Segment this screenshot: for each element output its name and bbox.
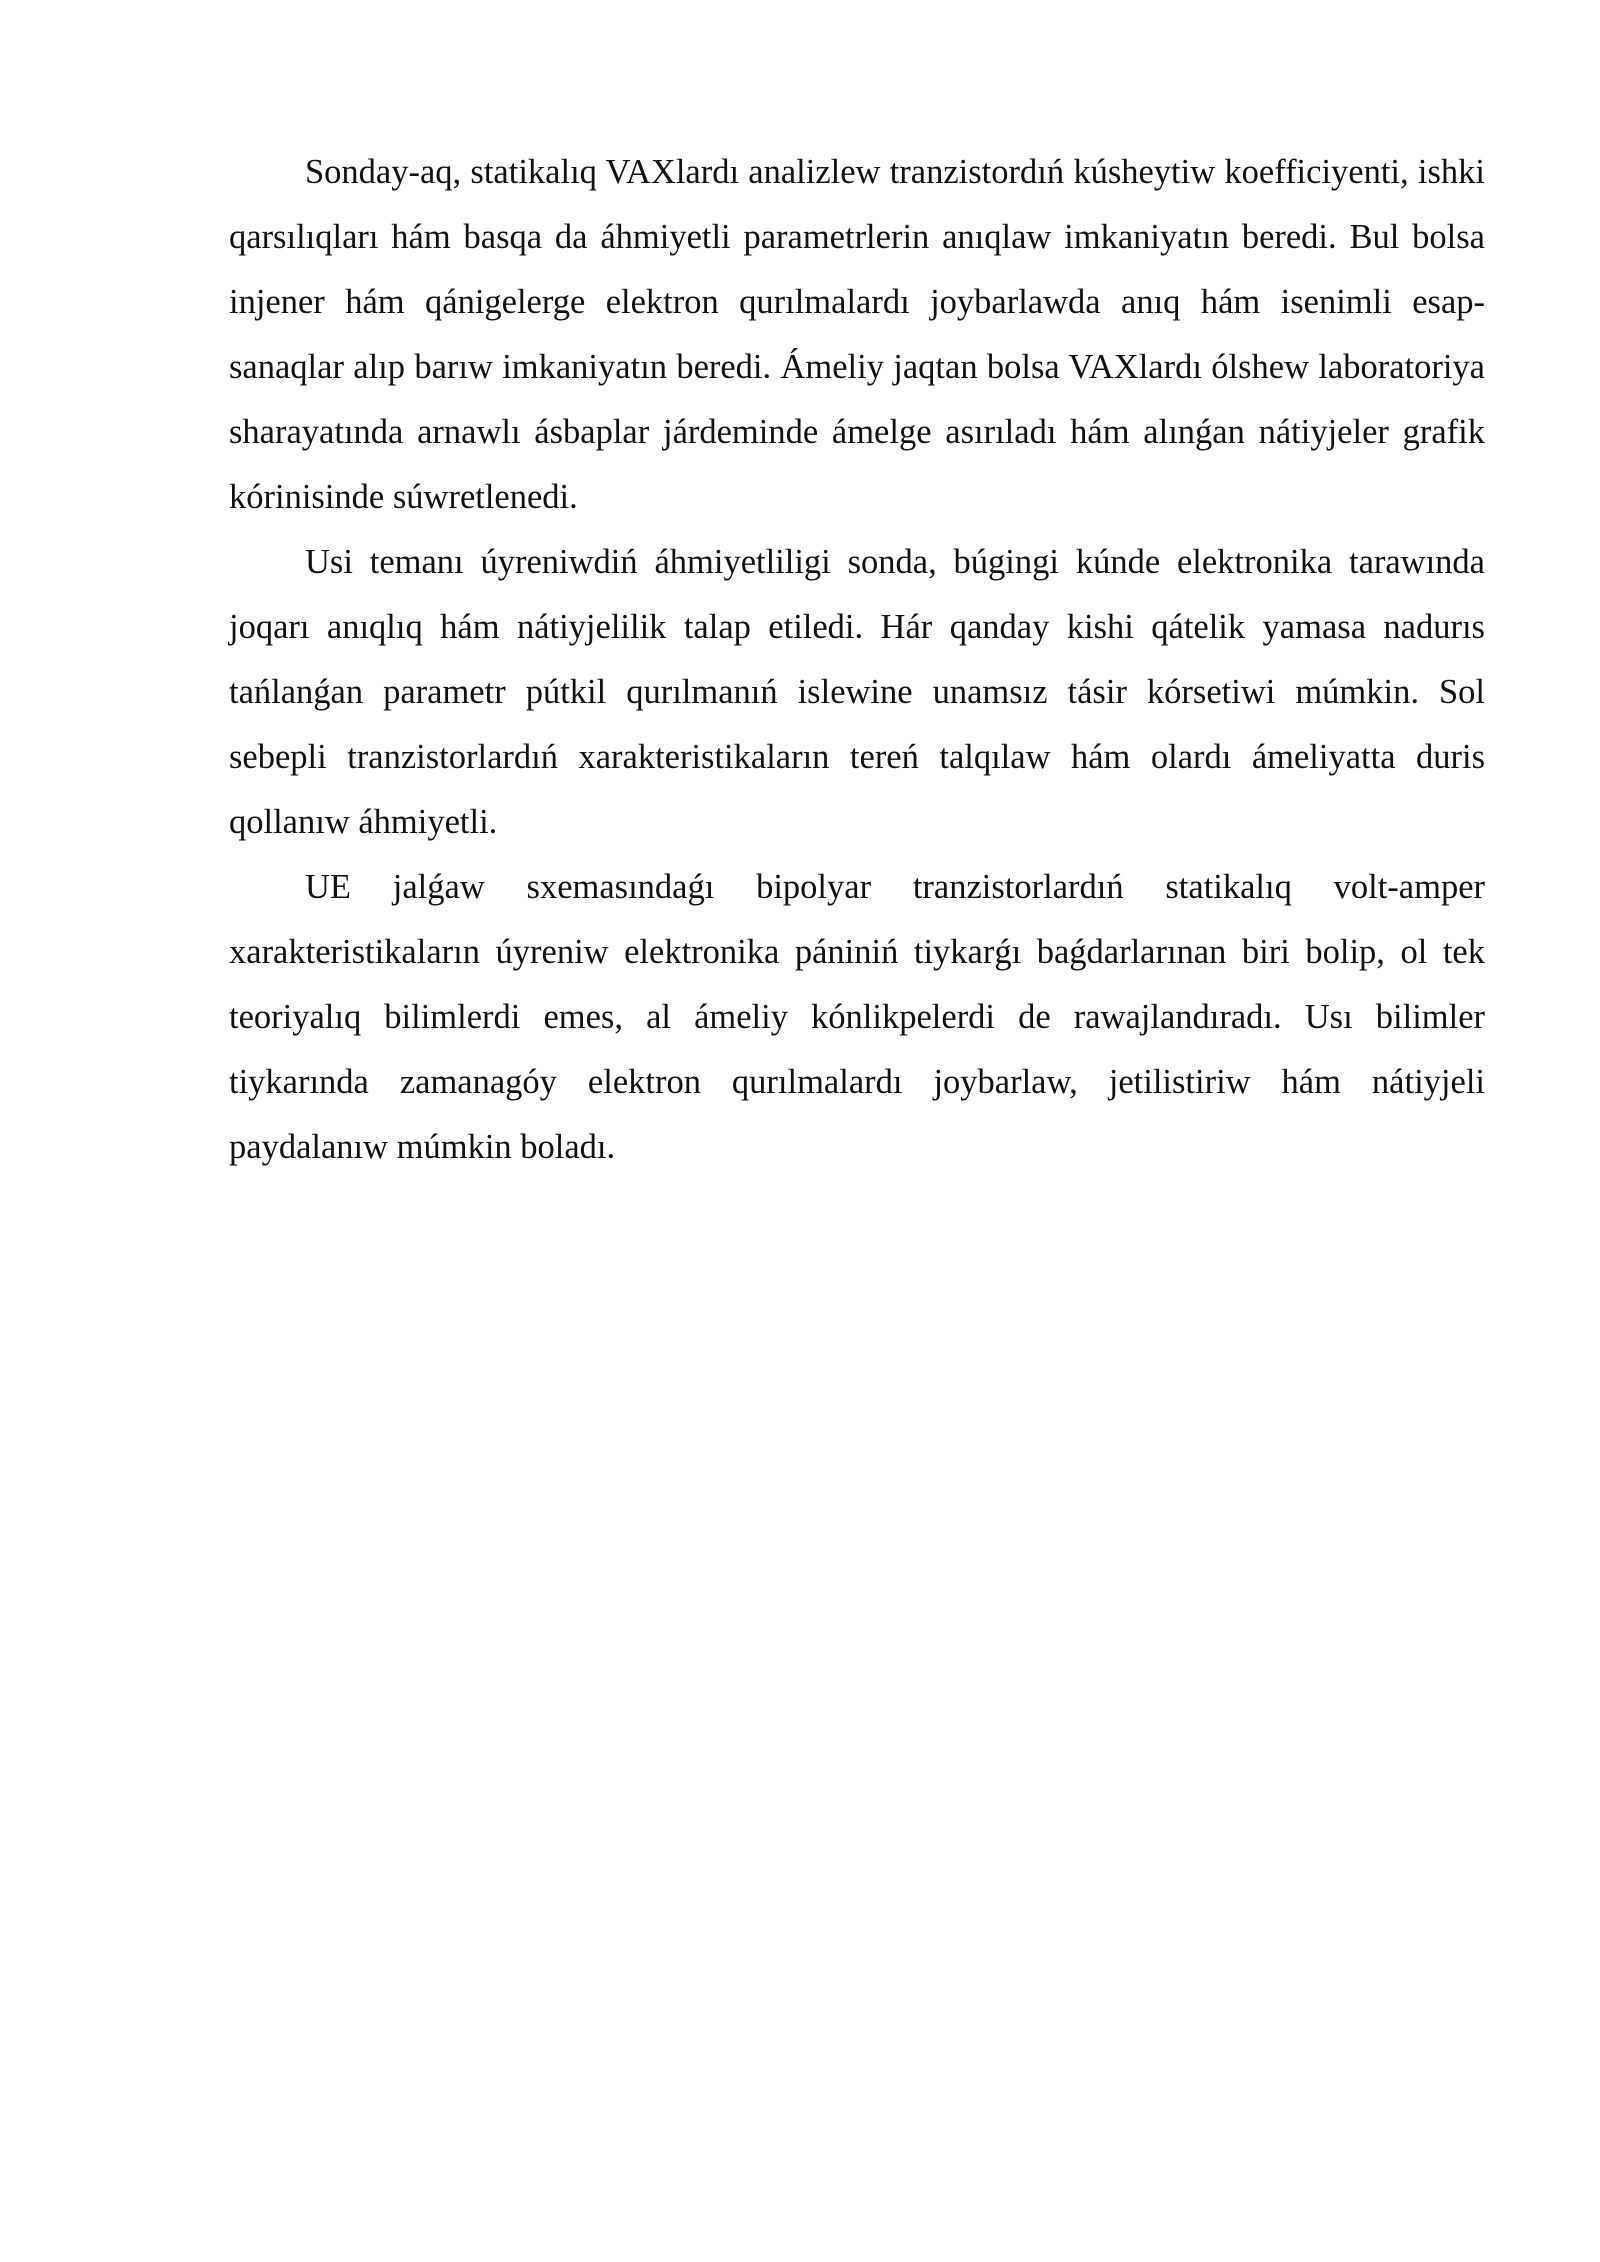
paragraph: UE jalǵaw sxemasındaǵı bipolyar tranzistorlardıń statikalıq volt-amper xarakteristikaların úyreniw elektronika pániniń tiykarǵı baǵdarlarınan biri bolip, ol tek teoriyalıq bilimlerdi emes, al ámeliy kónlikpelerdi de rawajlandıradı. Usı bilimler tiykarında zamanagóy elektron qurılmalardı joybarlaw, jetilistiriw hám nátiyjeli paydalanıw múmkin boladı.: [229, 868, 1485, 1166]
document-body: [229, 140, 1485, 1180]
paragraph: Usi temanı úyreniwdiń áhmiyetliligi sonda, búgingi kúnde elektronika tarawında joqarı anıqlıq hám nátiyjelilik talap etiledi. Hár qanday kishi qátelik yamasa nadurıs tańlanǵan parametr pútkil qurılmanıń islewine unamsız tásir kórsetiwi múmkin. Sol sebepli tranzistorlardıń xarakteristikaların tereń talqılaw hám olardı ámeliyatta duris qollanıw áhmiyetli.: [229, 543, 1485, 841]
paragraph: Sonday-aq, statikalıq VAXlardı analizlew tranzistordıń kúsheytiw koefficiyenti, ishki qarsılıqları hám basqa da áhmiyetli parametrlerin anıqlaw imkaniyatın beredi. Bul bolsa injener hám qánigelerge elektron qurılmalardı joybarlawda anıq hám isenimli esap-sanaqlar alıp barıw imkaniyatın beredi. Ámeliy jaqtan bolsa VAXlardı ólshew laboratoriya sharayatında arnawlı ásbaplar járdeminde ámelge asırıladı hám alınǵan nátiyjeler grafik kórinisinde súwretlenedi.: [229, 153, 1485, 516]
